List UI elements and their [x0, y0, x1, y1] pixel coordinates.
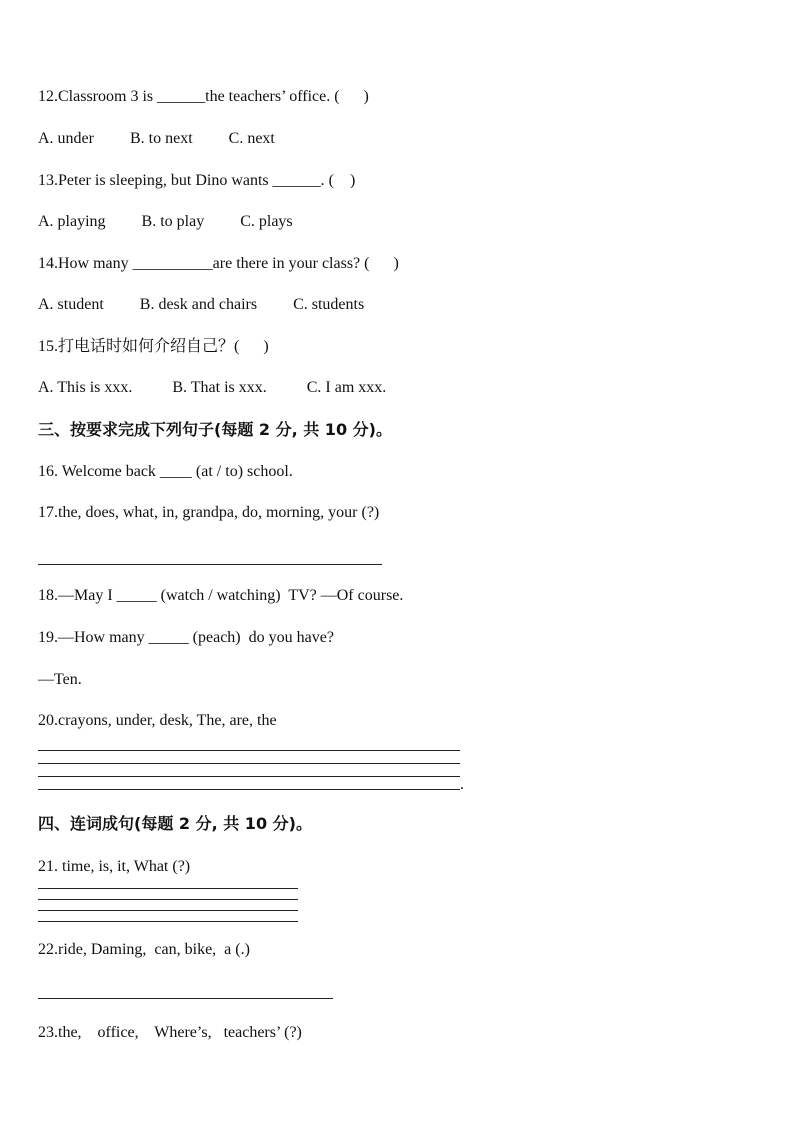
q21-answer-line-4[interactable] [38, 921, 298, 922]
q18-text: 18.—May I _____ (watch / watching) TV? —Of course. [38, 587, 404, 604]
q19-text: 19.—How many _____ (peach) do you have? [38, 629, 334, 646]
q23-text: 23.the, office, Where’s, teachers’ (?) [38, 1024, 302, 1041]
q12-options: A. under B. to next C. next [38, 130, 275, 147]
q19-answer: —Ten. [38, 671, 82, 688]
q14-text: 14.How many __________are there in your class? ( ) [38, 255, 399, 272]
q20-answer-line-3[interactable] [38, 776, 460, 777]
q21-answer-line-1[interactable] [38, 888, 298, 889]
section-3-heading: 三、按要求完成下列句子(每题 2 分, 共 10 分)。 [38, 420, 392, 439]
q14-options: A. student B. desk and chairs C. students [38, 296, 365, 313]
q13-options: A. playing B. to play C. plays [38, 213, 293, 230]
q22-text: 22.ride, Daming, can, bike, a (.) [38, 941, 250, 958]
q17-answer-line[interactable] [38, 564, 382, 565]
q16-text: 16. Welcome back ____ (at / to) school. [38, 463, 293, 480]
q20-answer-line-4[interactable] [38, 789, 460, 790]
q15-text: 15.打电话时如何介绍自己？( ) [38, 338, 269, 355]
q20-text: 20.crayons, under, desk, The, are, the [38, 712, 277, 729]
q22-answer-line[interactable] [38, 998, 333, 999]
q20-answer-line-1[interactable] [38, 750, 460, 751]
section-4-heading: 四、连词成句(每题 2 分, 共 10 分)。 [38, 814, 312, 833]
q21-text: 21. time, is, it, What (?) [38, 858, 191, 875]
q21-answer-line-3[interactable] [38, 910, 298, 911]
q20-period: . [460, 776, 464, 793]
q17-text: 17.the, does, what, in, grandpa, do, morning, your (?) [38, 504, 380, 521]
q20-answer-line-2[interactable] [38, 763, 460, 764]
q15-options: A. This is xxx. B. That is xxx. C. I am xxx. [38, 379, 387, 396]
q13-text: 13.Peter is sleeping, but Dino wants ______. ( ) [38, 172, 356, 189]
q12-text: 12.Classroom 3 is ______the teachers’ office. ( ) [38, 88, 369, 105]
q21-answer-line-2[interactable] [38, 899, 298, 900]
